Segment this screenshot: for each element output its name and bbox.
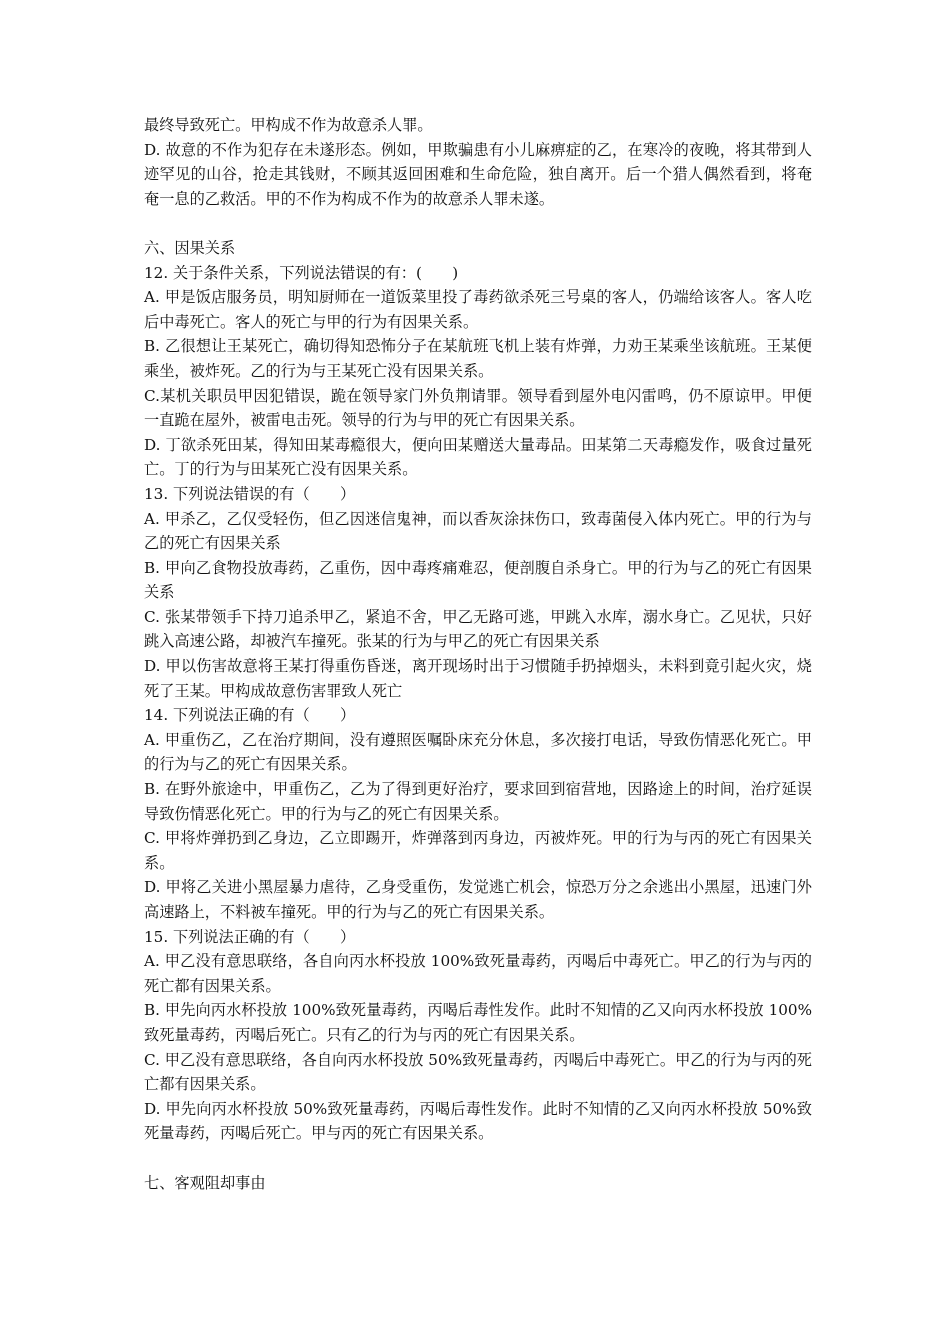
question-12-option-c: C.某机关职员甲因犯错误，跪在领导家门外负荆请罪。领导看到屋外电闪雷鸣，仍不原谅甲。甲便一直跪在屋外，被雷电击死。领导的行为与甲的死亡有因果关系。 xyxy=(144,386,812,430)
section-heading-justification: 七、客观阻却事由 xyxy=(144,1173,266,1192)
question-13-option-c: C. 张某带领手下持刀追杀甲乙，紧追不舍，甲乙无路可逃，甲跳入水库，溺水身亡。乙见状，只好跳入高速公路，却被汽车撞死。张某的行为与甲乙的死亡有因果关系 xyxy=(144,607,812,651)
section-heading-causation: 六、因果关系 xyxy=(144,238,236,257)
question-12-option-d: D. 丁欲杀死田某，得知田某毒瘾很大，便向田某赠送大量毒品。田某第二天毒瘾发作，吸食过量死亡。丁的行为与田某死亡没有因果关系。 xyxy=(144,435,812,479)
question-14-option-d: D. 甲将乙关进小黑屋暴力虐待，乙身受重伤，发觉逃亡机会，惊恐万分之余逃出小黑屋，迅速门外高速路上，不料被车撞死。甲的行为与乙的死亡有因果关系。 xyxy=(144,878,812,921)
question-13-option-d: D. 甲以伤害故意将王某打得重伤昏迷，离开现场时出于习惯随手扔掉烟头，未料到竟引起火灾，烧死了王某。甲构成故意伤害罪致人死亡 xyxy=(144,657,812,700)
paragraph-continuation: 最终导致死亡。甲构成不作为故意杀人罪。 xyxy=(144,116,433,134)
question-15-option-a: A. 甲乙没有意思联络，各自向丙水杯投放 100%致死量毒药，丙喝后中毒死亡。甲乙的行为与丙的死亡都有因果关系。 xyxy=(144,952,812,995)
question-15-stem: 15. 下列说法正确的有（ ） xyxy=(144,927,356,946)
paragraph-option-d: D. 故意的不作为犯存在未遂形态。例如，甲欺骗患有小儿麻痹症的乙，在寒冷的夜晚，将其带到人迹罕见的山谷，抢走其钱财，不顾其返回困难和生命危险，独自离开。后一个猎人偶然看到，将奄奄一息的乙救活。甲的不作为构成不作为的故意杀人罪未遂。 xyxy=(144,140,812,208)
question-13-stem: 13. 下列说法错误的有（ ） xyxy=(144,484,356,503)
question-14-stem: 14. 下列说法正确的有（ ） xyxy=(144,706,356,725)
question-15-option-b: B. 甲先向丙水杯投放 100%致死量毒药，丙喝后毒性发作。此时不知情的乙又向丙水杯投放 100%致死量毒药，丙喝后死亡。只有乙的行为与丙的死亡有因果关系。 xyxy=(144,1001,812,1044)
question-12-option-b: B. 乙很想让王某死亡，确切得知恐怖分子在某航班飞机上装有炸弹，力劝王某乘坐该航班。王某便乘坐，被炸死。乙的行为与王某死亡没有因果关系。 xyxy=(144,337,812,380)
question-13-option-b: B. 甲向乙食物投放毒药，乙重伤，因中毒疼痛难忍，便剖腹自杀身亡。甲的行为与乙的死亡有因果关系 xyxy=(144,558,812,602)
blank-line xyxy=(144,211,812,236)
blank-line xyxy=(144,1146,812,1171)
question-14-option-b: B. 在野外旅途中，甲重伤乙，乙为了得到更好治疗，要求回到宿营地，因路途上的时间，治疗延误导致伤情恶化死亡。甲的行为与乙的死亡有因果关系。 xyxy=(144,780,812,823)
question-12-option-a: A. 甲是饭店服务员，明知厨师在一道饭菜里投了毒药欲杀死三号桌的客人，仍端给该客人。客人吃后中毒死亡。客人的死亡与甲的行为有因果关系。 xyxy=(144,288,812,331)
question-14-option-c: C. 甲将炸弹扔到乙身边，乙立即踢开，炸弹落到丙身边，丙被炸死。甲的行为与丙的死亡有因果关系。 xyxy=(144,829,812,872)
document-page xyxy=(144,113,812,1195)
question-14-option-a: A. 甲重伤乙，乙在治疗期间，没有遵照医嘱卧床充分休息，多次接打电话，导致伤情恶化死亡。甲的行为与乙的死亡有因果关系。 xyxy=(144,730,812,774)
question-13-option-a: A. 甲杀乙，乙仅受轻伤，但乙因迷信鬼神，而以香灰涂抹伤口，致毒菌侵入体内死亡。甲的行为与乙的死亡有因果关系 xyxy=(144,509,812,553)
question-15-option-c: C. 甲乙没有意思联络，各自向丙水杯投放 50%致死量毒药，丙喝后中毒死亡。甲乙的行为与丙的死亡都有因果关系。 xyxy=(144,1050,812,1094)
question-12-stem: 12. 关于条件关系，下列说法错误的有：( ) xyxy=(144,263,459,282)
question-15-option-d: D. 甲先向丙水杯投放 50%致死量毒药，丙喝后毒性发作。此时不知情的乙又向丙水杯投放 50%致死量毒药，丙喝后死亡。甲与丙的死亡有因果关系。 xyxy=(144,1099,812,1143)
